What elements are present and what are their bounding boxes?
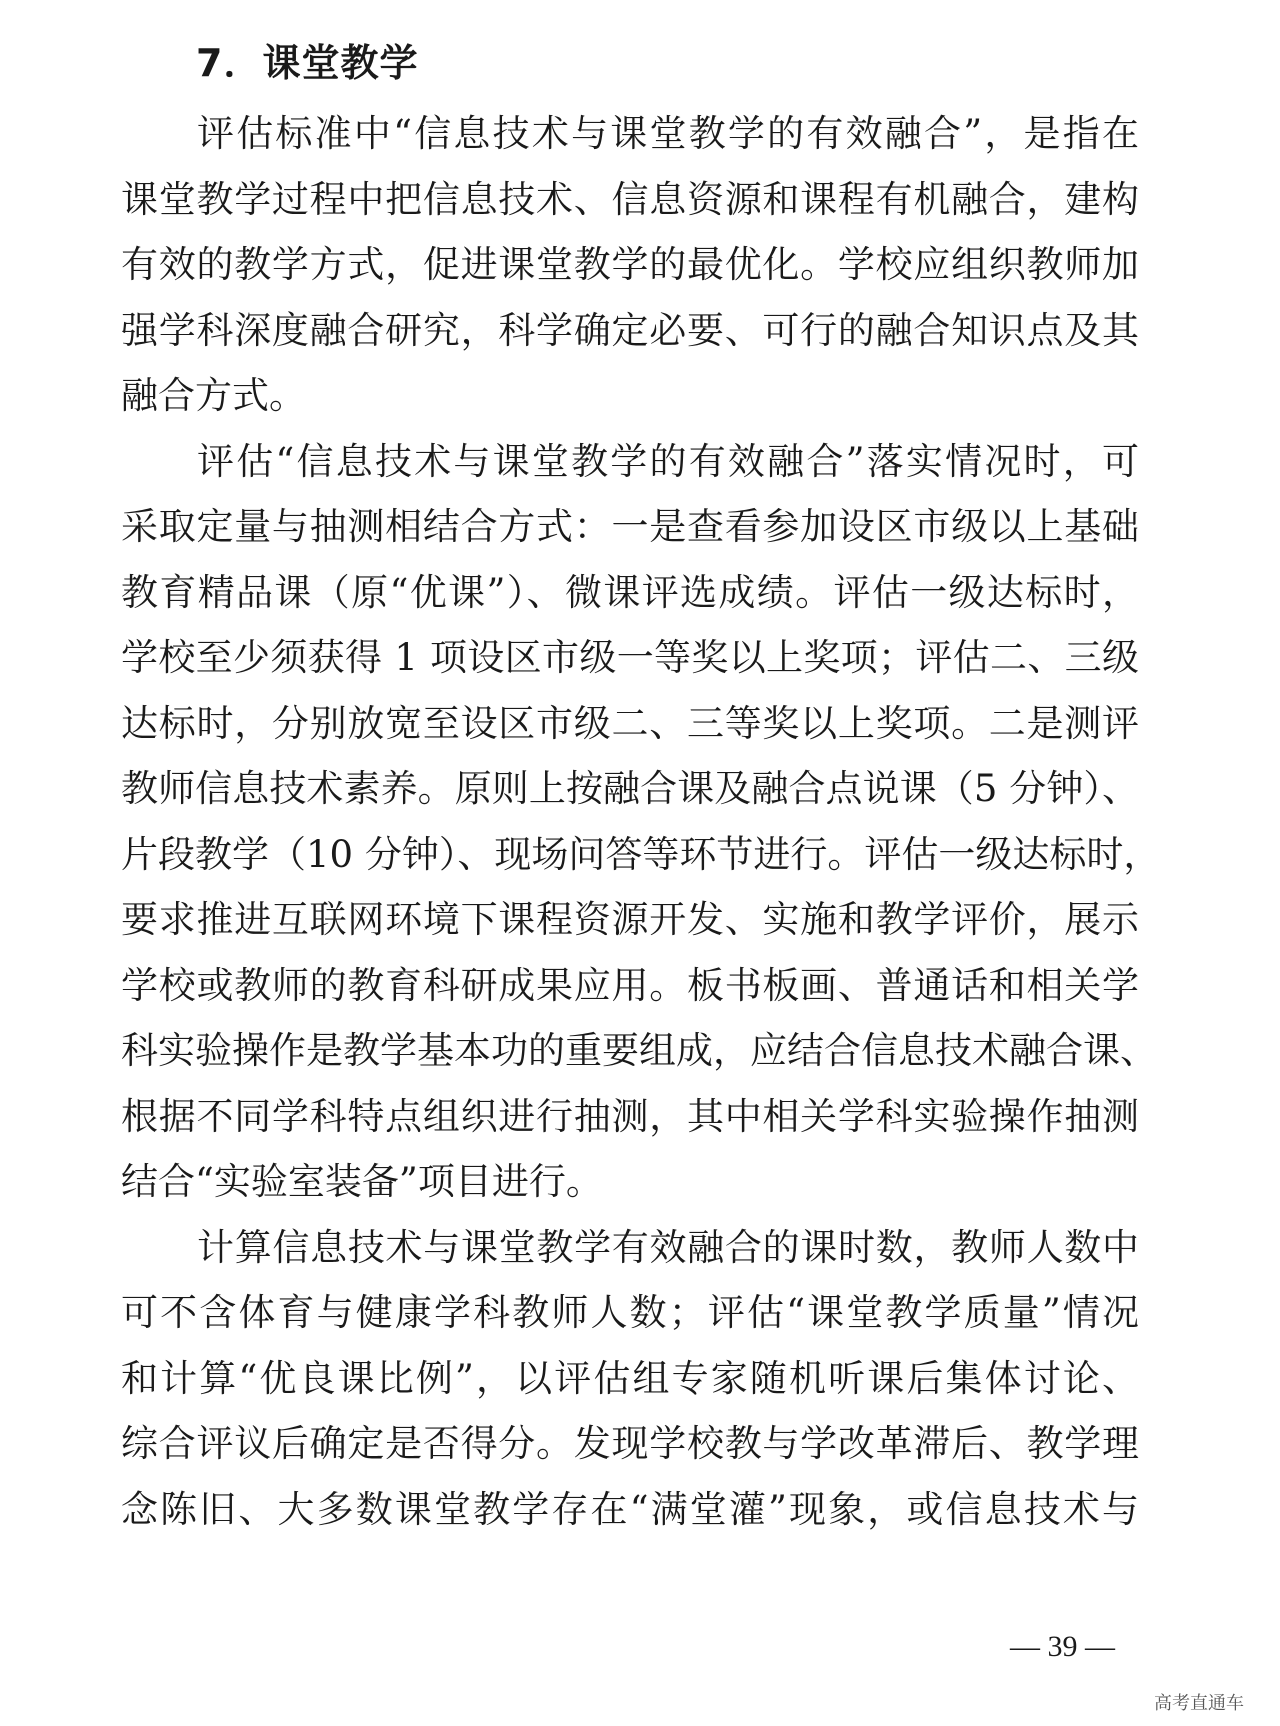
paragraph [121, 429, 1161, 1215]
page-number: — 39 — [1010, 1630, 1115, 1663]
text-line: 评估标准中“信息技术与课堂教学的有效融合”，是指在 [197, 112, 1139, 155]
text-line: 课堂教学过程中把信息技术、信息资源和课程有机融合，建构 [121, 177, 1139, 221]
watermark-text: 高考直通车 [1154, 1693, 1244, 1714]
text-line: 结合“实验室装备”项目进行。 [121, 1160, 603, 1203]
text-line: 计算信息技术与课堂教学有效融合的课时数，教师人数中 [197, 1225, 1139, 1269]
text-line: 教育精品课（原“优课”）、微课评选成绩。评估一级达标时， [121, 570, 1139, 614]
section-heading: 7．课堂教学 [196, 41, 419, 85]
text-line: 融合方式。 [121, 374, 306, 417]
text-line: 根据不同学科特点组织进行抽测，其中相关学科实验操作抽测 [121, 1094, 1139, 1138]
text-line: 科实验操作是教学基本功的重要组成，应结合信息技术融合课、 [121, 1029, 1157, 1072]
text-line: 评估“信息技术与课堂教学的有效融合”落实情况时，可 [197, 439, 1139, 483]
text-line: 强学科深度融合研究，科学确定必要、可行的融合知识点及其 [121, 308, 1139, 352]
text-line: 学校至少须获得 1 项设区市级一等奖以上奖项；评估二、三级 [121, 636, 1139, 679]
text-line: 达标时，分别放宽至设区市级二、三等奖以上奖项。二是测评 [121, 701, 1139, 745]
body-text [121, 101, 1161, 1542]
text-line: 念陈旧、大多数课堂教学存在“满堂灌”现象，或信息技术与 [121, 1487, 1139, 1531]
text-line: 要求推进互联网环境下课程资源开发、实施和教学评价，展示 [121, 898, 1139, 941]
text-line: 可不含体育与健康学科教师人数；评估“课堂教学质量”情况 [121, 1291, 1139, 1334]
text-line: 学校或教师的教育科研成果应用。板书板画、普通话和相关学 [121, 963, 1139, 1007]
text-line: 片段教学（10 分钟）、现场问答等环节进行。评估一级达标时， [121, 832, 1161, 876]
text-line: 综合评议后确定是否得分。发现学校教与学改革滞后、教学理 [121, 1422, 1139, 1465]
paragraph [121, 1215, 1139, 1543]
text-line: 和计算“优良课比例”，以评估组专家随机听课后集体讨论、 [121, 1356, 1139, 1400]
paragraph [121, 101, 1139, 429]
text-line: 教师信息技术素养。原则上按融合课及融合点说课（5 分钟）、 [121, 767, 1139, 810]
text-line: 采取定量与抽测相结合方式：一是查看参加设区市级以上基础 [121, 505, 1139, 548]
text-line: 有效的教学方式，促进课堂教学的最优化。学校应组织教师加 [121, 243, 1139, 286]
